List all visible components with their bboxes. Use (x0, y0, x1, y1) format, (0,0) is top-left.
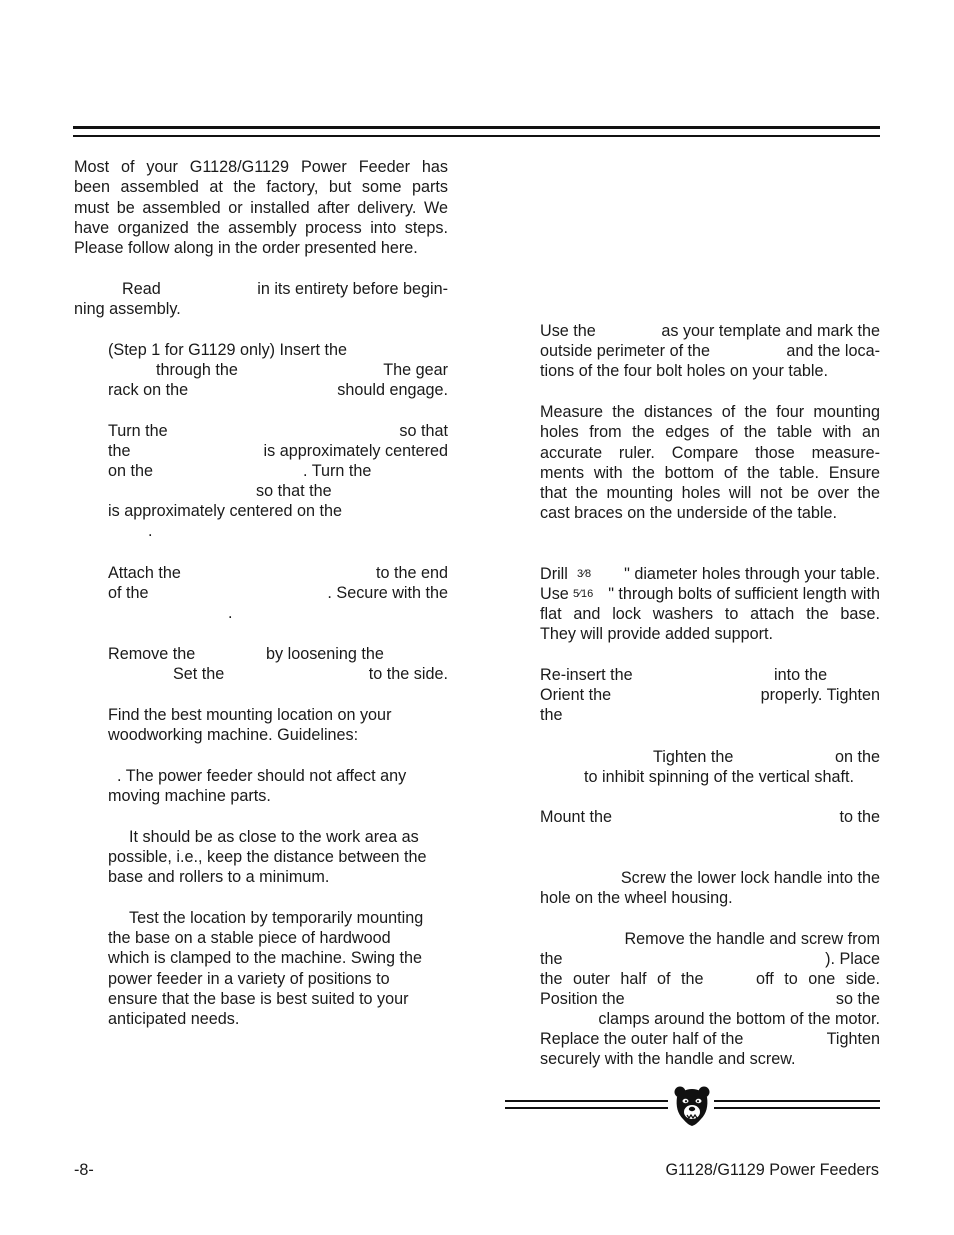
logo-rule-left-top (505, 1100, 668, 1102)
step-4: Remove the by loosening the Set the to the side. (108, 645, 448, 683)
right-step-motor-clamp: Remove the handle and screw from the ). Place the outer half of the off to one side. Position the so the clamps around the bottom of the motor. Replace the outer half of the Tighten securely with the handle and screw. (540, 930, 880, 1068)
header-rule-bottom (73, 135, 880, 137)
guideline-3: Test the location by temporarily mounting the base on a stable piece of hardwood which is clamped to the machine. Swing the power feeder in a variety of positions to ensure that the base is best suited to your anticipated needs. (108, 909, 424, 1029)
step-2: Turn the so that the is approximately centered on the . Turn the so that the is approximately centered on the . (108, 422, 448, 540)
logo-rule-left-bottom (505, 1107, 668, 1109)
guideline-2: It should be as close to the work area as possible, i.e., keep the distance between the base and rollers to a minimum. (108, 828, 427, 887)
manual-title: G1128/G1129 Power Feeders (665, 1161, 879, 1179)
logo-rule-right-bottom (714, 1107, 880, 1109)
guideline-1: . The power feeder should not affect any moving machine parts. (108, 767, 407, 805)
right-step-lock-handle: Screw the lower lock handle into the hole on the wheel housing. (540, 869, 880, 907)
fraction-five-sixteenths: 5⁄16 (573, 588, 594, 600)
step-5: Find the best mounting location on your woodworking machine. Guidelines: (108, 706, 392, 745)
bear-head-logo-icon (673, 1085, 711, 1127)
step-3: Attach the to the end of the . Secure with the . (108, 564, 448, 622)
right-step-reinsert: Re-insert the into the Orient the properly. Tighten the (540, 666, 880, 724)
header-rule-top (73, 126, 880, 129)
right-step-tighten: Tighten the on the to inhibit spinning of the vertical shaft. (584, 748, 880, 786)
intro-paragraph: Most of your G1128/G1129 Power Feeder has been assembled at the factory, but some parts must be assembled or installed after delivery. We have organized the assembly process into steps. Please follow along in the order presented here. (74, 158, 448, 258)
right-step-drill: Drill $^{3⁄8}$ " diameter holes through your table. Use $^{5⁄16}$ " through bolts of sufficient length with flat and lock washers to attach the base. They will provide added support. (540, 565, 880, 644)
step-1: (Step 1 for G1129 only) Insert the through the The gear rack on the should engage. (108, 341, 448, 400)
fraction-three-eighths: 3⁄8 (577, 568, 592, 580)
right-step-template: Use the as your template and mark the outside perimeter of the and the loca- tions of the four bolt holes on your table. (540, 322, 880, 380)
page-number: -8- (74, 1161, 94, 1179)
right-step-mount: Mount the to the (540, 808, 880, 826)
read-manual-note: Read in its entirety before begin- ning assembly. (74, 280, 448, 318)
logo-rule-right-top (714, 1100, 880, 1102)
right-step-measure: Measure the distances of the four mounting holes from the edges of the table with an accurate ruler. Compare those measure- ments with the bottom of the table. Ensure that the mounting holes will not be over the cast braces on the underside of the table. (540, 403, 880, 523)
